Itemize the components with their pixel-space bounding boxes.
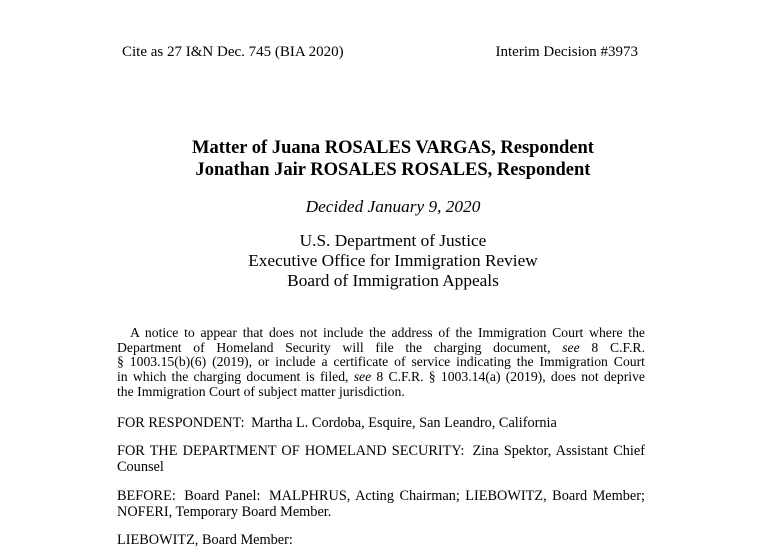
- respondent-counsel: [117, 415, 645, 431]
- board-panel: [117, 488, 645, 520]
- decision-date: Decided January 9, 2020: [305, 197, 481, 216]
- headnote-text: 8 C.F.R.: [579, 339, 645, 355]
- decision-number: Interim Decision #3973: [495, 44, 638, 60]
- headnote-text: A notice to appear that does not include the address of the Immigration Court where the: [130, 325, 645, 340]
- opinion-author: LIEBOWITZ, Board Member:: [117, 532, 293, 548]
- case-caption: [117, 137, 669, 181]
- headnote-line: [117, 355, 645, 370]
- agency-department: U.S. Department of Justice: [299, 231, 487, 250]
- headnote-line: [117, 341, 645, 356]
- dhs-counsel: [117, 443, 645, 475]
- dhs-counsel-label: FOR THE DEPARTMENT OF HOMELAND SECURITY:: [117, 443, 465, 459]
- headnote-text: Department of Homeland Security will file the charging document,: [117, 339, 563, 355]
- agency-board: Board of Immigration Appeals: [287, 271, 499, 290]
- headnote: [117, 326, 645, 399]
- respondent-counsel-name: Martha L. Cordoba, Esquire, San Leandro, California: [251, 415, 557, 431]
- dhs-counsel-name: Zina Spektor, Assistant Chief Counsel: [117, 443, 645, 475]
- headnote-line: [117, 385, 645, 400]
- respondent-counsel-label: FOR RESPONDENT:: [117, 415, 245, 431]
- headnote-text: in which the charging document is filed,: [117, 369, 354, 385]
- agency-office: Executive Office for Immigration Review: [248, 251, 538, 270]
- caption-line-respondent-1: Matter of Juana ROSALES VARGAS, Respondent: [192, 138, 594, 158]
- panel-label: BEFORE:: [117, 488, 176, 504]
- agency-block: [117, 231, 669, 291]
- headnote-text: the Immigration Court of subject matter jurisdiction.: [117, 383, 405, 399]
- headnote-line: [117, 370, 645, 385]
- caption-line-respondent-2: Jonathan Jair ROSALES ROSALES, Respondent: [195, 160, 591, 180]
- running-head: [122, 43, 638, 61]
- panel-type: Board Panel:: [184, 488, 261, 504]
- citation: Cite as 27 I&N Dec. 745 (BIA 2020): [122, 44, 344, 60]
- citation-signal: see: [562, 339, 580, 355]
- panel-members: MALPHRUS, Acting Chairman; LIEBOWITZ, Board Member; NOFERI, Temporary Board Member.: [117, 488, 645, 520]
- citation-signal: see: [353, 369, 372, 385]
- headnote-text: § 1003.15(b)(6) (2019), or include a certificate of service indicating the Immigration Court: [117, 354, 645, 370]
- headnote-text: 8 C.F.R. § 1003.14(a) (2019), does not deprive: [371, 369, 645, 385]
- headnote-line: [117, 326, 645, 341]
